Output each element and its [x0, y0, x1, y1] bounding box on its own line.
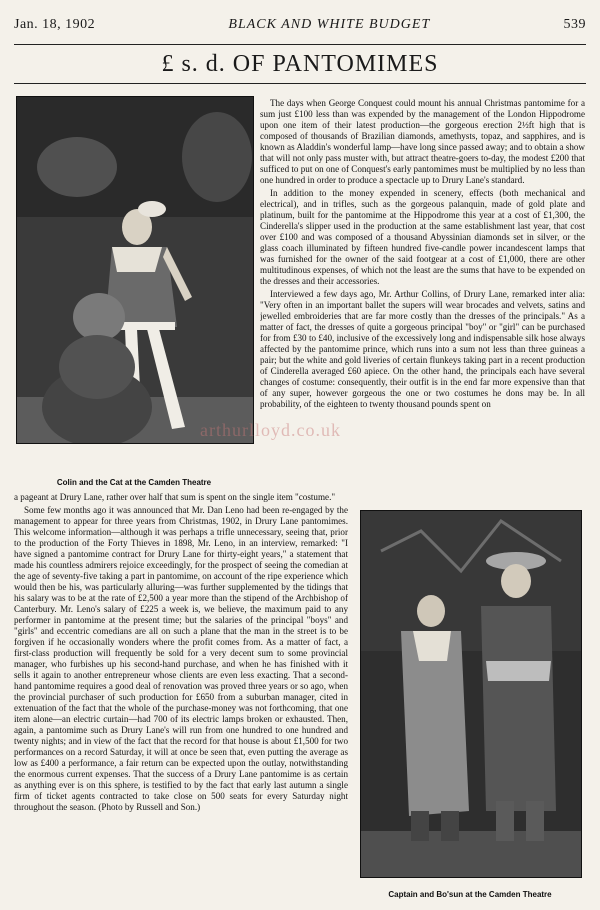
paragraph: Some few months ago it was announced that Mr. Dan Leno had been re-engaged by the management to appear for three years from Christmas, 1902, in Drury Lane pantomimes. This welcome information—although it was perhaps a trifle unnecessary, seeing that, prior to the production of the Forty Thieves in 1898, Mr. Leno, in an interview, remarked: "I have signed a pantomime contract for Drury Lane for thirty-eight years," a statement that made his countless admirers rejoice exceedingly, for the prospect of seeing the comedian at the age of seventy-five taking a part in pantomime, on account of the ripe experience which would then be his, was particularly alluring—was further supplemented by the tidings that his salary was to be at the rate of £2,500 a year more than the stipend of the Archbishop of Canterbury. Mr. Leno's salary of £225 a week is, we believe, the maximum paid to any performer in pantomime at the present time; but the salaries of the principal "boys" and "girls" and eccentric comedians are all on such a plane that the man in the street is to be forgiven if he occasionally wonders where the profit comes from. As a matter of fact, a first-class production will frequently be sold for a very decent sum to some provincial manager, who furbishes up his second-hand purchase, and when he has finished with it sells it again to another entrepreneur whose clients are even less exacting. That a second-hand pantomime requires a good deal of renovation was proved three years or so ago, when the provincial purchaser of such production for £650 from a suburban manager, cited in extenuation of the fact that the whole of the purchase-money was not forthcoming, that one item alone—an electric curtain—had 700 of its electric lamps broken or exhausted. Then, again, a pantomime such as Drury Lane's will run from one hundred to one hundred and twenty nights; and in view of the fact that the record for that house is about £1,500 for two performances on a record Saturday, it will at once be seen that, even putting the average as low as £400 a performance, a fair return can be expected upon the outlay, notwithstanding the enormous current expenses. That the success of a Drury Lane pantomime is as certain as anything ever is on this sphere, is testified to by the fact that early last autumn a single firm of ticket agents contracted to take close on 500 seats for every Saturday night throughout the season. (Photo by Russell and Son.)	[14, 505, 348, 812]
paragraph: In addition to the money expended in scenery, effects (both mechanical and electrical), and in trifles, such as the gorgeous palanquin, made of gold plate and platinum, built for the pantomime at the Hippodrome this year at a cost of £1,300, the Cinderella's slipper used in the production at the same establishment last year, that cost over £100 and was composed of a thousand Abyssinian diamonds set in silver, or the glass coach illuminated by fifteen hundred five-candle power incandescent lamps that was furnished for the owner of the said footgear at a cost of £1,000, there are other multitudinous expenses, of which not the least are the sums that have to be expended on the dresses and their accessories.	[260, 188, 585, 286]
page-number: 539	[563, 17, 586, 32]
running-head	[14, 14, 586, 36]
issue-date: Jan. 18, 1902	[14, 17, 96, 32]
article-title: £ s. d. OF PANTOMIMES	[161, 50, 439, 77]
photo-captain-and-bosun-image	[361, 511, 581, 877]
photo-colin-and-cat-image	[17, 97, 253, 443]
publication-name: BLACK AND WHITE BUDGET	[228, 17, 431, 32]
paragraph: a pageant at Drury Lane, rather over half that sum is spent on the single item "costume."	[14, 492, 336, 502]
paragraph: Interviewed a few days ago, Mr. Arthur Collins, of Drury Lane, remarked inter alia: "Very often in an important ballet the supers will wear brocades and velvets, satins and jewelled embroideries that are far more costly than the dresses of the principals." As a matter of fact, the dresses of quite a gorgeous principal "boy" or "girl" can be purchased for from £30 to £40, inclusive of the excessively long and indispensable silk hose always affected by the pantomime prince, which runs into a sum not less than three guineas a pair; but the white and gold liveries of certain flunkeys taking part in a recent production of Cinderella averaged £60 apiece. On the other hand, the principals each have several changes of costume: consequently, their outfit is in the end far more expensive than that of any super, however gorgeous the one or two costumes he dons may be. In all probability, of the eighteen to twenty thousand pounds spent on	[260, 289, 585, 409]
watermark: arthurlloyd.co.uk	[200, 420, 341, 440]
article-column-left-bottom	[14, 492, 348, 890]
title-band	[14, 44, 586, 84]
photo-colin-and-cat	[16, 96, 254, 444]
photo-caption-1: Colin and the Cat at the Camden Theatre	[56, 478, 212, 487]
paragraph: The days when George Conquest could mount his annual Christmas pantomime for a sum just £100 less than was expended by the management of the London Hippodrome upon one item of their latest production—the gorgeous erection 2½ft high that is composed of thousands of Brazilian diamonds, amethysts, topaz, and sapphires, and is known as Aladdin's wonderful lamp—have long since passed away; and to obtain a show that will not only pass muster with, but attract theatre-goers to-day, the modest £200 that sufficed to put on one of Conquest's early pantomimes must be multiplied by no less than one hundred in order to produce a spectacle up to Drury Lane's standard.	[260, 98, 585, 185]
photo-captain-and-bosun	[360, 510, 582, 878]
photo-caption-2: Captain and Bo'sun at the Camden Theatre	[388, 890, 552, 899]
